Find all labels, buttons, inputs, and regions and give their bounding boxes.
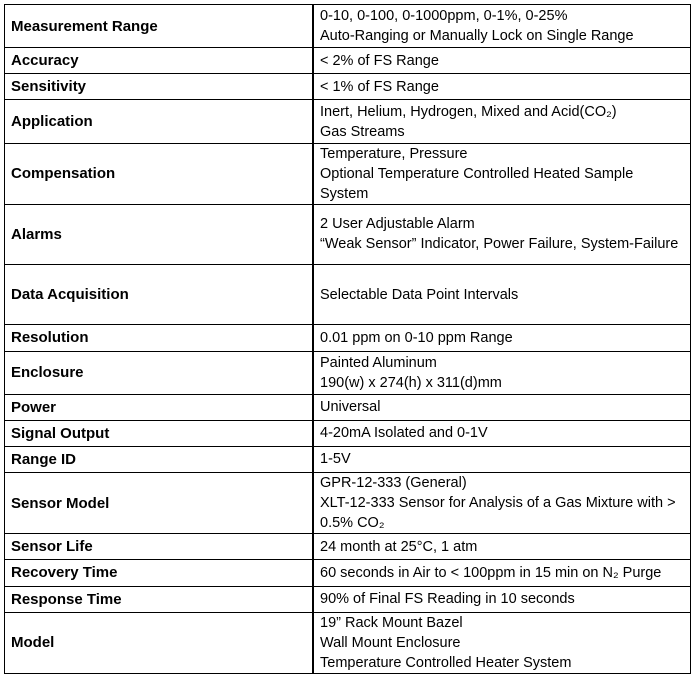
- spec-value-line: Optional Temperature Controlled Heated Sample System: [320, 165, 634, 202]
- spec-value: [313, 446, 691, 472]
- spec-value-line: GPR-12-333 (General): [320, 475, 467, 492]
- spec-label: Compensation: [5, 143, 314, 204]
- spec-row: [5, 100, 691, 143]
- spec-value: [313, 204, 691, 264]
- spec-row: [5, 265, 691, 325]
- spec-value: [313, 394, 691, 420]
- spec-label: Sensitivity: [5, 74, 314, 100]
- spec-value-line: XLT-12-333 Sensor for Analysis of a Gas Mixture with > 0.5% CO₂: [320, 495, 676, 532]
- spec-value: [313, 143, 691, 204]
- spec-value-line: Temperature, Pressure: [320, 145, 468, 162]
- spec-row: [5, 394, 691, 420]
- spec-value-line: 4-20mA Isolated and 0-1V: [320, 425, 488, 442]
- spec-value: [313, 534, 691, 560]
- spec-label: Sensor Life: [5, 534, 314, 560]
- spec-label: Alarms: [5, 204, 314, 264]
- spec-label: Data Acquisition: [5, 265, 314, 325]
- spec-label: Power: [5, 394, 314, 420]
- spec-value: [313, 325, 691, 351]
- spec-label: Measurement Range: [5, 5, 314, 48]
- spec-value: [313, 586, 691, 612]
- spec-row: [5, 560, 691, 586]
- spec-value-line: Wall Mount Enclosure: [320, 634, 461, 651]
- spec-row: [5, 143, 691, 204]
- spec-value-line: < 2% of FS Range: [320, 52, 439, 69]
- spec-row: [5, 204, 691, 264]
- spec-value-line: Inert, Helium, Hydrogen, Mixed and Acid(CO₂): [320, 103, 617, 120]
- spec-value-line: 190(w) x 274(h) x 311(d)mm: [320, 374, 502, 391]
- spec-value-line: Selectable Data Point Intervals: [320, 286, 519, 303]
- spec-value: [313, 265, 691, 325]
- spec-value-line: 2 User Adjustable Alarm: [320, 216, 475, 233]
- spec-value: [313, 5, 691, 48]
- spec-value: [313, 612, 691, 673]
- spec-value-line: 19” Rack Mount Bazel: [320, 614, 463, 631]
- spec-value-line: < 1% of FS Range: [320, 78, 439, 95]
- spec-value: [313, 560, 691, 586]
- spec-row: [5, 74, 691, 100]
- spec-value: [313, 420, 691, 446]
- spec-value-line: “Weak Sensor” Indicator, Power Failure, System-Failure: [320, 236, 679, 253]
- spec-row: [5, 586, 691, 612]
- spec-value: [313, 74, 691, 100]
- spec-value-line: Painted Aluminum: [320, 354, 437, 371]
- spec-value-line: 24 month at 25°C, 1 atm: [320, 538, 478, 555]
- spec-value-line: 60 seconds in Air to < 100ppm in 15 min on N₂ Purge: [320, 564, 662, 581]
- spec-value-line: 0-10, 0-100, 0-1000ppm, 0-1%, 0-25%: [320, 8, 568, 25]
- spec-label: Signal Output: [5, 420, 314, 446]
- spec-value-line: Universal: [320, 399, 381, 416]
- spec-value: [313, 100, 691, 143]
- spec-table: [4, 4, 691, 674]
- spec-label: Range ID: [5, 446, 314, 472]
- spec-value-line: Temperature Controlled Heater System: [320, 654, 572, 671]
- spec-label: Resolution: [5, 325, 314, 351]
- spec-row: [5, 612, 691, 673]
- spec-value-line: Gas Streams: [320, 123, 405, 140]
- spec-row: [5, 5, 691, 48]
- spec-value: [313, 473, 691, 534]
- spec-row: [5, 534, 691, 560]
- spec-label: Accuracy: [5, 48, 314, 74]
- spec-value-line: Auto-Ranging or Manually Lock on Single Range: [320, 28, 634, 45]
- spec-row: [5, 48, 691, 74]
- spec-value-line: 90% of Final FS Reading in 10 seconds: [320, 591, 575, 608]
- spec-label: Recovery Time: [5, 560, 314, 586]
- spec-table-body: [5, 5, 691, 674]
- spec-label: Sensor Model: [5, 473, 314, 534]
- spec-value-line: 0.01 ppm on 0-10 ppm Range: [320, 329, 513, 346]
- spec-label: Enclosure: [5, 351, 314, 394]
- spec-value: [313, 48, 691, 74]
- spec-row: [5, 420, 691, 446]
- spec-row: [5, 325, 691, 351]
- spec-row: [5, 446, 691, 472]
- spec-value: [313, 351, 691, 394]
- spec-label: Model: [5, 612, 314, 673]
- spec-label: Application: [5, 100, 314, 143]
- spec-value-line: 1-5V: [320, 451, 351, 468]
- spec-label: Response Time: [5, 586, 314, 612]
- spec-row: [5, 473, 691, 534]
- spec-row: [5, 351, 691, 394]
